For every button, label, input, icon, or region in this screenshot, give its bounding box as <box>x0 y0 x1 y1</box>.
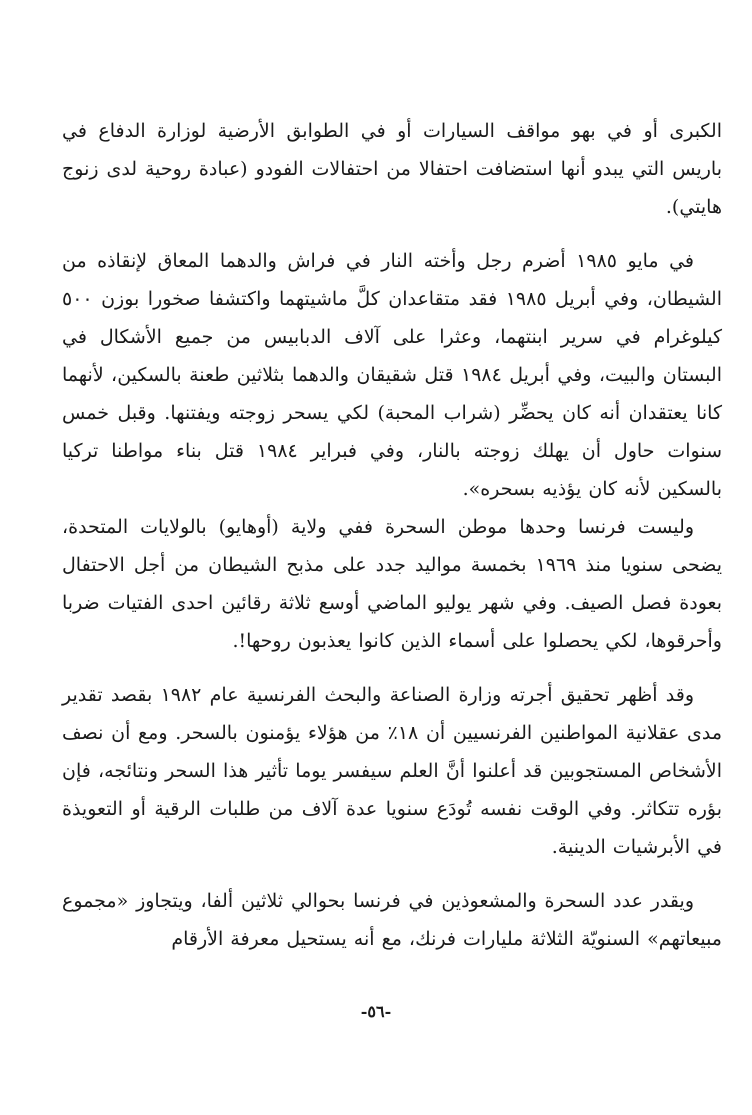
paragraph-gap <box>62 226 722 242</box>
body-text <box>62 112 722 958</box>
paragraph-5: ويقدر عدد السحرة والمشعوذين في فرنسا بحوالي ثلاثين ألفا، ويتجاوز «مجموع مبيعاتهم» السنويّة الثلاثة مليارات فرنك، مع أنه يستحيل معرفة الأرقام <box>62 890 722 950</box>
paragraph-1: الكبرى أو في بهو مواقف السيارات أو في الطوابق الأرضية لوزارة الدفاع في باريس التي يبدو أنها استضافت احتفالا من احتفالات الفودو (عبادة روحية لدى زنوج هايتي). <box>62 120 722 218</box>
paragraph-2: في مايو ١٩٨٥ أضرم رجل وأخته النار في فراش والدهما المعاق لإنقاذه من الشيطان، وفي أبريل ١٩٨٥ فقد متقاعدان كلَّ ماشيتهما واكتشفا صخورا بوزن ٥٠٠ كيلوغرام في سرير ابنتهما، وعثرا على آلاف الدبابيس من جميع الأشكال في البستان والبيت، وفي أبريل ١٩٨٤ قتل شقيقان والدهما بثلاثين طعنة بالسكين، لأنهما كانا يعتقدان أنه كان يحضِّر (شراب المحبة) لكي يسحر زوجته ويفتنها. وقبل خمس سنوات حاول أن يهلك زوجته بالنار، وفي فبراير ١٩٨٤ قتل بناء مواطنا تركيا بالسكين لأنه كان يؤذيه بسحره». <box>62 250 722 500</box>
paragraph-gap <box>62 866 722 882</box>
paragraph-gap <box>62 660 722 676</box>
page-number: -٥٦- <box>360 1002 392 1021</box>
paragraph-4: وقد أظهر تحقيق أجرته وزارة الصناعة والبحث الفرنسية عام ١٩٨٢ بقصد تقدير مدى عقلانية المواطنين الفرنسيين أن ١٨٪ من هؤلاء يؤمنون بالسحر. ومع أن نصف الأشخاص المستجوبين قد أعلنوا أنَّ العلم سيفسر يوما تأثير هذا السحر ونتائجه، فإن بؤره تتكاثر. وفي الوقت نفسه تُودَع سنويا عدة آلاف من طلبات الرقية أو التعويذة في الأبرشيات الدينية. <box>62 684 722 858</box>
paragraph-3: وليست فرنسا وحدها موطن السحرة ففي ولاية (أوهايو) بالولايات المتحدة، يضحى سنويا منذ ١٩٦٩ بخمسة مواليد جدد على مذبح الشيطان من أجل الاحتفال بعودة فصل الصيف. وفي شهر يوليو الماضي أوسع ثلاثة رقائين احدى الفتيات ضربا وأحرقوها، لكي يحصلوا على أسماء الذين كانوا يعذبون روحها!. <box>62 516 722 652</box>
